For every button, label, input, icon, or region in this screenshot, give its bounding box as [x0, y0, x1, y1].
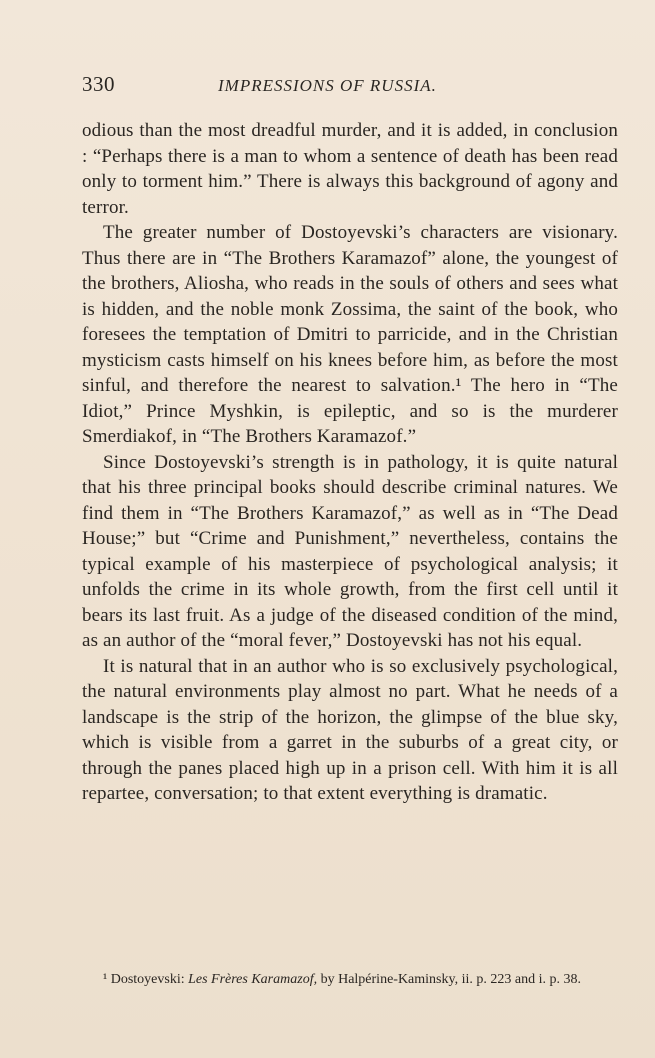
footnote-author: Dostoyevski:: [110, 972, 185, 987]
running-title: IMPRESSIONS OF RUSSIA.: [218, 76, 437, 95]
footnote-citation: by Halpérine-Kaminsky, ii. p. 223 and i. p. 38.: [320, 972, 581, 987]
paragraph: odious than the most dreadful murder, and it is added, in conclusion : “Perhaps there is a man to whom a sentence of death has been read only to torment him.” There is always this background of agony and terror.: [82, 120, 618, 218]
body-text: [82, 118, 618, 807]
paragraph: The greater number of Dostoyevski’s characters are visionary. Thus there are in “The Brothers Karamazof” alone, the youngest of the brothers, Aliosha, who reads in the souls of others and sees what is hidden, and the noble monk Zossima, the saint of the book, who foresees the temptation of Dmitri to parricide, and in the Christian mysticism casts himself on his knees before him, as before the most sinful, and therefore the nearest to salvation.¹ The hero in “The Idiot,” Prince Myshkin, is epileptic, and so is the murderer Smerdiakof, in “The Brothers Karamazof.”: [82, 222, 618, 447]
page-number: 330: [82, 72, 115, 96]
page-header: [82, 70, 617, 104]
paragraph: Since Dostoyevski’s strength is in pathology, it is quite natural that his three principal books should describe criminal natures. We find them in “The Brothers Karamazof,” as well as in “The Dead House;” but “Crime and Punishment,” nevertheless, contains the typical example of his masterpiece of psychological analysis; it unfolds the crime in its whole growth, from the first cell until it bears its last fruit. As a judge of the diseased condition of the mind, as an author of the “moral fever,” Dostoyevski has not his equal.: [82, 451, 618, 651]
footnote-title: Les Frères Karamazof,: [188, 972, 318, 987]
footnote: [82, 970, 618, 990]
paragraph: It is natural that in an author who is so exclusively psychological, the natural environments play almost no part. What he needs of a landscape is the strip of the horizon, the glimpse of the blue sky, which is visible from a garret in the suburbs of a great city, or through the panes placed high up in a prison cell. With him it is all repartee, conversation; to that extent everything is dramatic.: [82, 655, 618, 804]
footnote-marker: ¹: [103, 972, 108, 987]
